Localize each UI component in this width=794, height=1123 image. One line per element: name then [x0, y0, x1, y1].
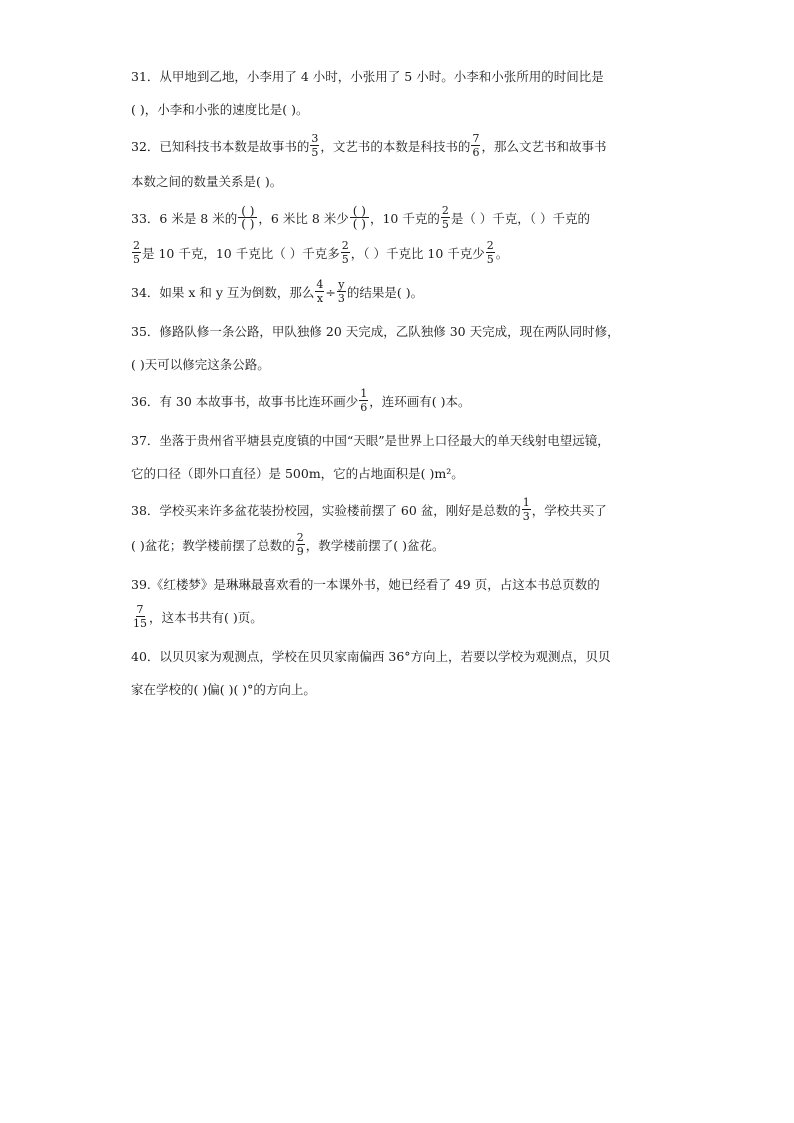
- problem-33-text-a: 33．6 米是 8 米的: [131, 211, 238, 226]
- blank-fraction-1: [238, 205, 257, 230]
- problem-37-line-2: 它的口径（即外口直径）是 500m，它的占地面积是( )m²。: [131, 466, 464, 481]
- problem-31: [131, 62, 671, 128]
- problem-39-text-b: ，这本书共有( )页。: [149, 610, 263, 625]
- fraction-7-15: [132, 604, 148, 629]
- problem-38-text-a: 38．学校买来许多盆花装扮校园，实验楼前摆了 60 盆，刚好是总数的: [131, 503, 521, 518]
- problem-32-text-a: 32．已知科技书本数是故事书的: [131, 139, 310, 154]
- fraction-numerator: 2: [441, 204, 449, 217]
- fraction-numerator: y: [338, 278, 345, 291]
- fraction-7-6: [471, 133, 480, 158]
- problem-32-line-1: [131, 132, 671, 167]
- fraction-1-6: [359, 388, 368, 413]
- fraction-numerator: 1: [360, 387, 368, 400]
- fraction-denominator: 5: [441, 218, 449, 231]
- problem-38-line-1: [131, 496, 671, 531]
- problem-list: [131, 62, 671, 712]
- problem-33-text-c: ，10 千克的: [369, 211, 440, 226]
- fraction-numerator: 7: [136, 603, 144, 616]
- problem-36: [131, 387, 671, 422]
- problem-32-line-2: 本数之间的数量关系是( )。: [131, 174, 283, 189]
- problem-33-text-g: 。: [495, 246, 509, 261]
- problem-35-line-1: 35．修路队修一条公路，甲队独修 20 天完成，乙队独修 30 天完成，现在两队同时修，: [131, 324, 620, 339]
- problem-33-text-b: ，6 米比 8 米少: [258, 211, 349, 226]
- fraction-2-5: [341, 240, 350, 265]
- blank-denominator: ( ): [352, 217, 366, 231]
- blank-numerator: ( ): [238, 205, 257, 218]
- fraction-denominator: 15: [133, 617, 147, 630]
- problem-38-line-2: [131, 531, 671, 566]
- problem-38-text-d: ，教学楼前摆了( )盆花。: [305, 538, 445, 553]
- fraction-2-5: [132, 240, 141, 265]
- fraction-denominator: 9: [296, 545, 304, 558]
- problem-33-text-f: ，（ ）千克比 10 千克少: [350, 246, 485, 261]
- fraction-numerator: 2: [133, 239, 140, 252]
- problem-39: [131, 570, 671, 638]
- fraction-denominator: 5: [486, 253, 494, 266]
- fraction-numerator: 4: [316, 278, 324, 291]
- problem-33-text-e: 是 10 千克，10 千克比（ ）千克多: [142, 246, 340, 261]
- fraction-4-x: [315, 279, 324, 304]
- fraction-denominator: x: [316, 292, 324, 305]
- fraction-numerator: 2: [296, 531, 304, 544]
- problem-40: [131, 642, 671, 708]
- fraction-numerator: 2: [486, 239, 494, 252]
- problem-37: [131, 426, 671, 492]
- problem-32-text-c: ，那么文艺书和故事书: [481, 139, 607, 154]
- fraction-denominator: 5: [133, 253, 140, 266]
- problem-32-text-b: ，文艺书的本数是科技书的: [320, 139, 471, 154]
- fraction-2-5: [441, 205, 450, 230]
- problem-31-line-2: ( )，小李和小张的速度比是( )。: [131, 102, 309, 117]
- problem-40-line-2: 家在学校的( )偏( )( )°的方向上。: [131, 682, 316, 697]
- problem-40-line-1: 40．以贝贝家为观测点，学校在贝贝家南偏西 36°方向上，若要以学校为观测点，贝贝: [131, 649, 611, 664]
- problem-35-line-2: ( )天可以修完这条公路。: [131, 357, 270, 372]
- fraction-denominator: 3: [337, 292, 345, 305]
- division-sign: ÷: [325, 285, 336, 300]
- blank-denominator: ( ): [241, 217, 255, 231]
- fraction-numerator: 3: [311, 132, 319, 145]
- problem-39-line-1: 39.《红楼梦》是琳琳最喜欢看的一本课外书，她已经看了 49 页，占这本书总页数的: [131, 577, 600, 592]
- fraction-2-9: [296, 532, 305, 557]
- fraction-numerator: 1: [522, 496, 530, 509]
- fraction-denominator: 5: [311, 146, 319, 159]
- problem-38-text-c: ( )盆花；教学楼前摆了总数的: [131, 538, 295, 553]
- fraction-1-3: [522, 497, 531, 522]
- problem-37-line-1: 37．坐落于贵州省平塘县克度镇的中国“天眼”是世界上口径最大的单天线射电望远镜，: [131, 433, 610, 448]
- fraction-2-5: [486, 240, 495, 265]
- problem-33-line-2: [131, 239, 671, 274]
- problem-33-line-1: [131, 204, 671, 239]
- problem-39-line-2: [131, 603, 671, 638]
- blank-numerator: ( ): [350, 205, 369, 218]
- problem-36-text-b: ，连环画有( )本。: [369, 394, 471, 409]
- problem-34-text-a: 34．如果 x 和 y 互为倒数，那么: [131, 285, 315, 300]
- problem-35: [131, 317, 671, 383]
- problem-38: [131, 496, 671, 566]
- fraction-numerator: 2: [341, 239, 349, 252]
- problem-38-text-b: ，学校共买了: [531, 503, 607, 518]
- problem-32: [131, 132, 671, 200]
- problem-31-line-1: 31．从甲地到乙地，小李用了 4 小时，小张用了 5 小时。小李和小张所用的时间比是: [131, 69, 604, 84]
- problem-33: [131, 204, 671, 274]
- fraction-denominator: 6: [472, 146, 480, 159]
- fraction-numerator: 7: [472, 132, 480, 145]
- problem-33-text-d: 是（ ）千克，（ ）千克的: [450, 211, 591, 226]
- fraction-y-3: [337, 279, 346, 304]
- fraction-denominator: 3: [522, 510, 530, 523]
- fraction-denominator: 5: [341, 253, 349, 266]
- problem-34-text-b: 的结果是( )。: [346, 285, 424, 300]
- problem-36-text-a: 36．有 30 本故事书，故事书比连环画少: [131, 394, 359, 409]
- fraction-3-5: [310, 133, 319, 158]
- problem-34-line-1: [131, 278, 671, 313]
- blank-fraction-2: [350, 205, 369, 230]
- problem-34: [131, 278, 671, 313]
- fraction-denominator: 6: [360, 401, 368, 414]
- problem-36-line-1: [131, 387, 671, 422]
